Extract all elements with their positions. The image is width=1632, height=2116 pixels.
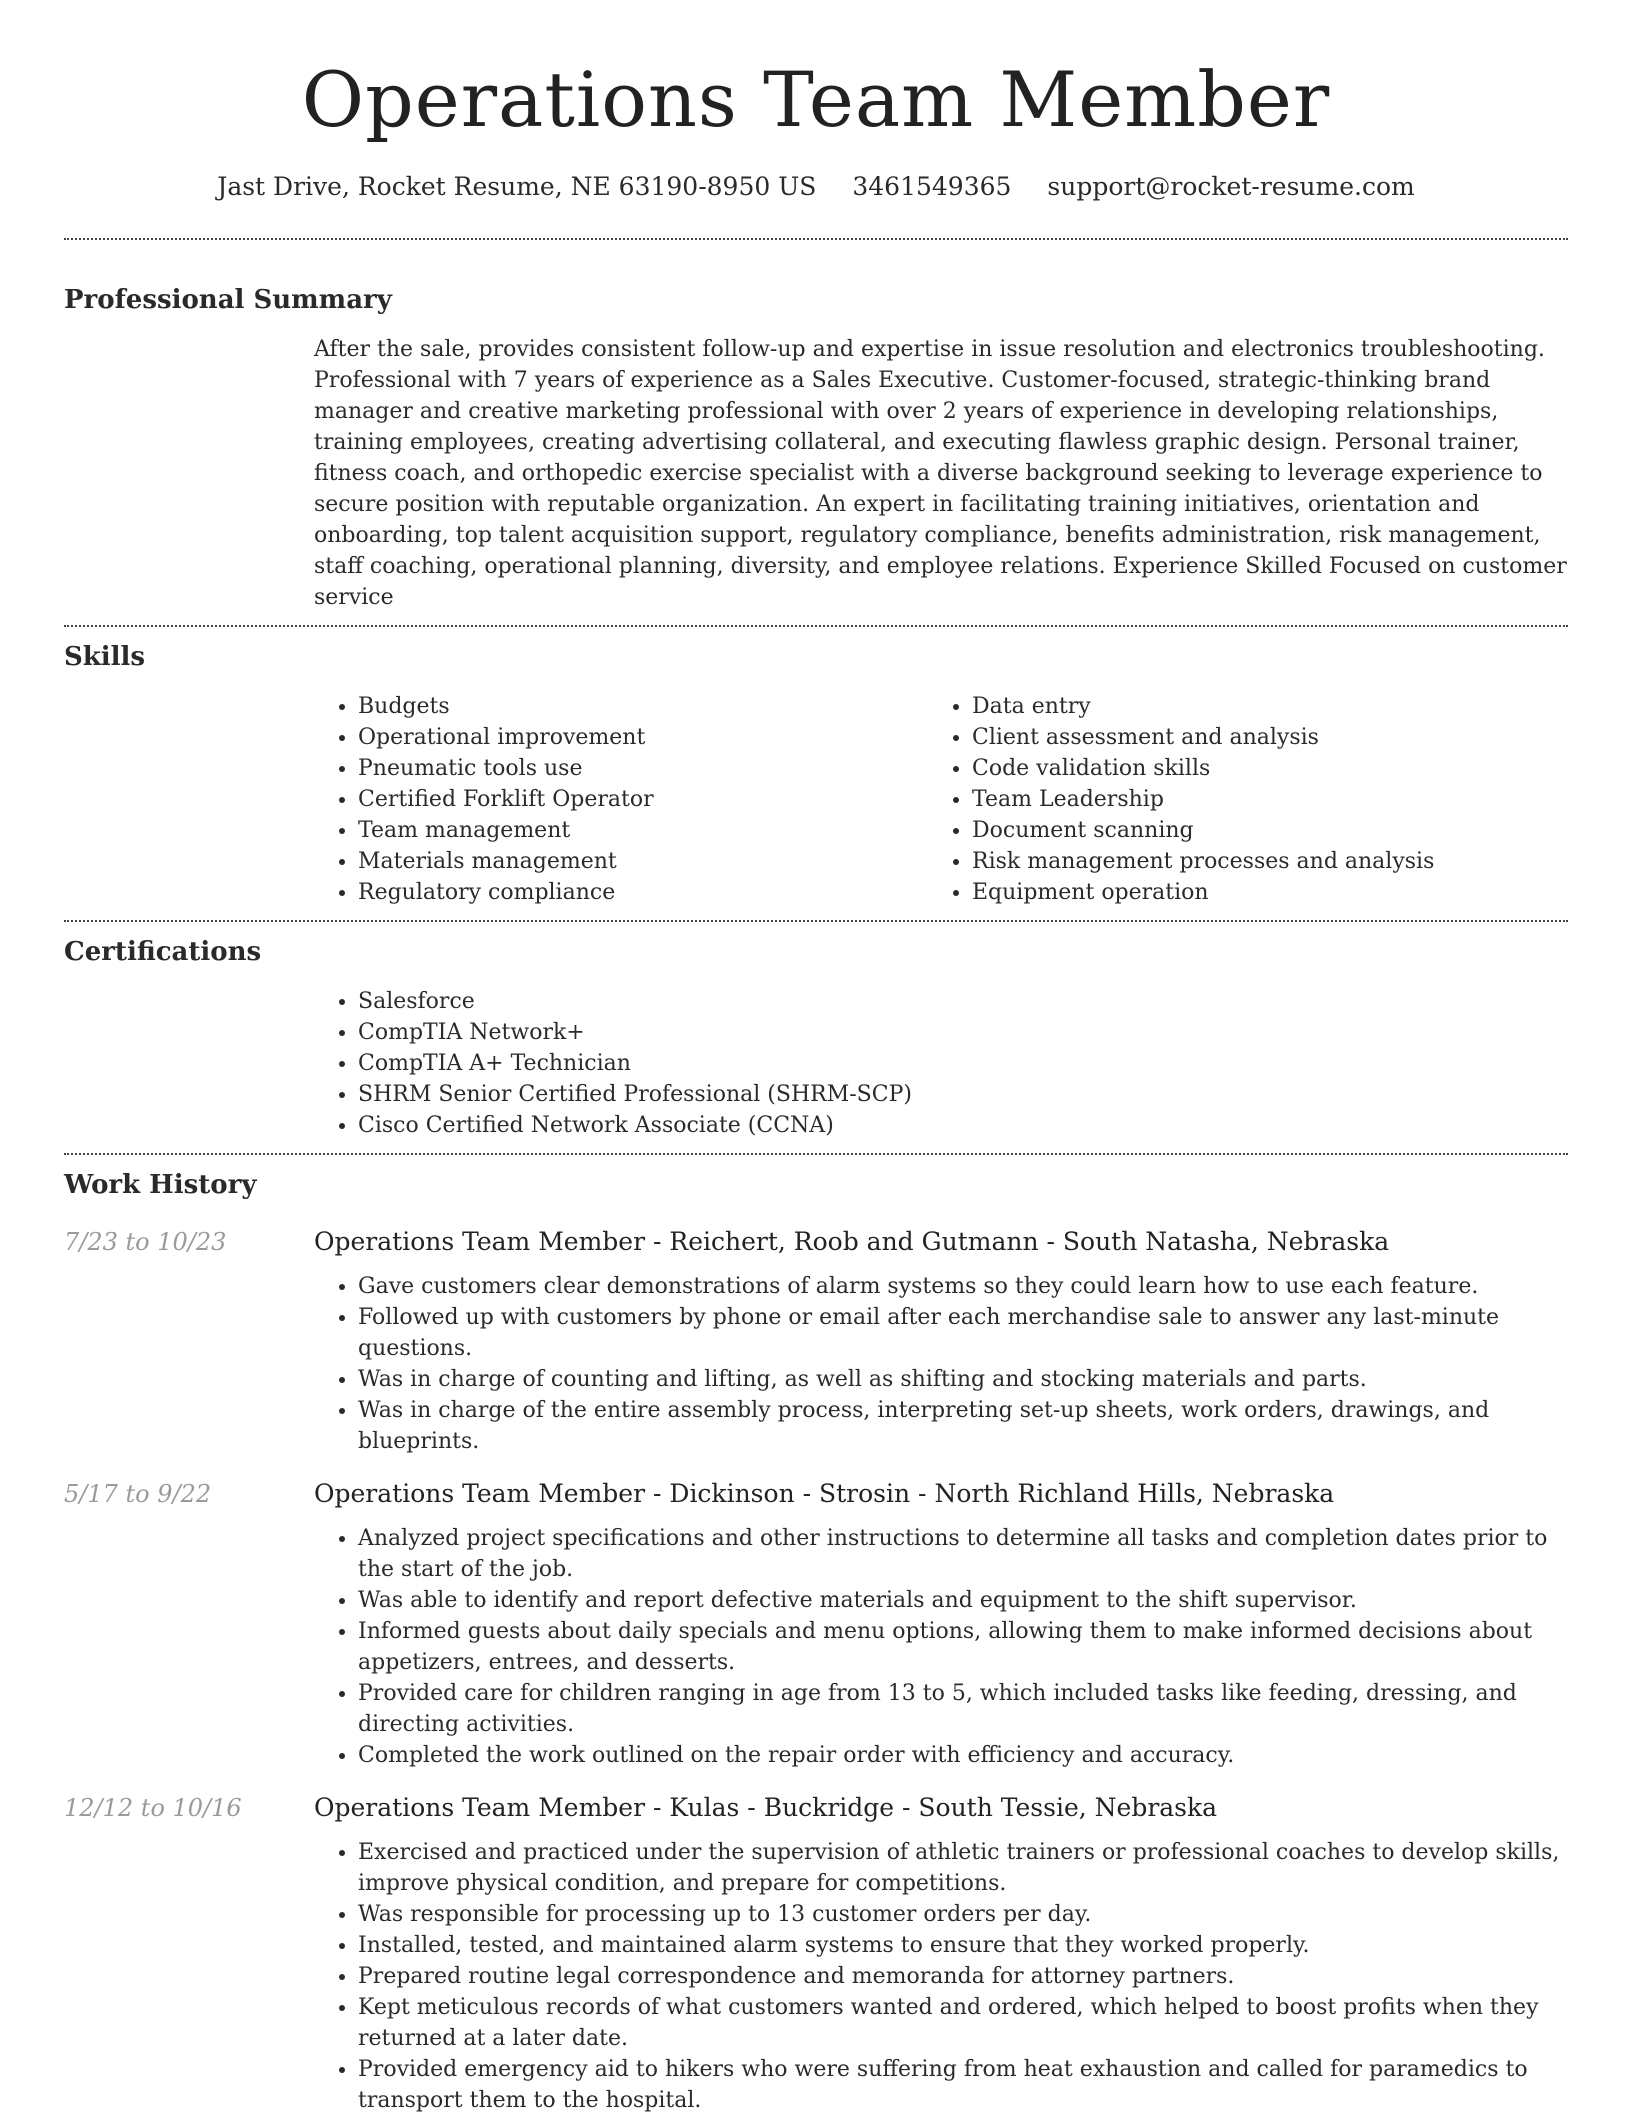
job-dates: 5/17 to 9/22 — [64, 1480, 212, 1508]
section-title-certifications: Certifications — [64, 937, 262, 967]
job-bullet: • Informed guests about daily specials and menu options, allowing them to make informed decisions about appetizers, entrees, and desserts. — [358, 1616, 1568, 1678]
resume-header — [64, 0, 1568, 204]
skills-section — [64, 639, 1568, 908]
job-bullet: • Analyzed project specifications and other instructions to determine all tasks and completion dates prior to the start of the job. — [358, 1523, 1568, 1585]
skill-item: • Risk management processes and analysis — [972, 846, 1542, 877]
job-title: Operations Team Member - Dickinson - Strosin - North Richland Hills, Nebraska — [314, 1479, 1335, 1508]
job-dates: 7/23 to 10/23 — [64, 1228, 227, 1256]
summary-text: After the sale, provides consistent follow-up and expertise in issue resolution and electronics troubleshooting. Professional with 7 years of experience as a Sales Executive. Customer-focused, strategic-thinking brand manager and creative marketing professional with over 2 years of experience in developing relationships, training employees, creating advertising collateral, and executing flawless graphic design. Personal trainer, fitness coach, and orthopedic exercise specialist with a diverse background seeking to leverage experience to secure position with reputable organization. An expert in facilitating training initiatives, orientation and onboarding, top talent acquisition support, regulatory compliance, benefits administration, risk management, staff coaching, operational planning, diversity, and employee relations. Experience Skilled Focused on customer service — [314, 337, 1567, 610]
skill-item: • Budgets — [358, 691, 928, 722]
section-title-skills: Skills — [64, 642, 146, 672]
skill-item: • Client assessment and analysis — [972, 722, 1542, 753]
job-bullet: • Installed, tested, and maintained alarm systems to ensure that they worked properly. — [358, 1930, 1568, 1961]
job-entry — [64, 1477, 1568, 1771]
contact-address: Jast Drive, Rocket Resume, NE 63190-8950 US — [217, 172, 817, 201]
certifications-list — [314, 986, 1568, 1141]
certification-item: • CompTIA A+ Technician — [358, 1048, 1568, 1079]
section-divider — [64, 625, 1568, 627]
job-bullet: • Was responsible for processing up to 13 customer orders per day. — [358, 1899, 1568, 1930]
skill-item: • Certified Forklift Operator — [358, 784, 928, 815]
skills-column-left — [314, 691, 928, 908]
skills-column-right — [928, 691, 1542, 908]
skill-item: • Pneumatic tools use — [358, 753, 928, 784]
work-history-section — [64, 1167, 1568, 2116]
job-bullet: • Was able to identify and report defective materials and equipment to the shift supervisor. — [358, 1585, 1568, 1616]
skill-item: • Regulatory compliance — [358, 877, 928, 908]
job-bullet: • Gave customers clear demonstrations of alarm systems so they could learn how to use each feature. — [358, 1271, 1568, 1302]
section-divider — [64, 238, 1568, 240]
job-bullet: • Completed the work outlined on the repair order with efficiency and accuracy. — [358, 1740, 1568, 1771]
job-bullet: • Followed up with customers by phone or email after each merchandise sale to answer any last-minute questions. — [358, 1302, 1568, 1364]
contact-email: support@rocket-resume.com — [1047, 172, 1415, 201]
section-divider — [64, 1153, 1568, 1155]
job-details — [314, 1791, 1568, 2116]
certification-item: • SHRM Senior Certified Professional (SHRM-SCP) — [358, 1079, 1568, 1110]
skill-item: • Operational improvement — [358, 722, 928, 753]
skill-item: • Team management — [358, 815, 928, 846]
section-divider — [64, 920, 1568, 922]
job-bullet: • Was in charge of counting and lifting, as well as shifting and stocking materials and parts. — [358, 1364, 1568, 1395]
job-title: Operations Team Member - Kulas - Buckridge - South Tessie, Nebraska — [314, 1793, 1218, 1822]
section-title-summary: Professional Summary — [64, 285, 392, 315]
job-title: Operations Team Member - Reichert, Roob and Gutmann - South Natasha, Nebraska — [314, 1227, 1390, 1256]
job-entry — [64, 1791, 1568, 2116]
job-bullet: • Was in charge of the entire assembly process, interpreting set-up sheets, work orders, drawings, and blueprints. — [358, 1395, 1568, 1457]
skill-item: • Code validation skills — [972, 753, 1542, 784]
contact-line — [64, 170, 1568, 204]
job-details — [314, 1477, 1568, 1771]
skill-item: • Team Leadership — [972, 784, 1542, 815]
skill-item: • Materials management — [358, 846, 928, 877]
job-dates: 12/12 to 10/16 — [64, 1794, 242, 1822]
certification-item: • Salesforce — [358, 986, 1568, 1017]
skill-item: • Document scanning — [972, 815, 1542, 846]
certification-item: • CompTIA Network+ — [358, 1017, 1568, 1048]
job-bullet: • Prepared routine legal correspondence and memoranda for attorney partners. — [358, 1961, 1568, 1992]
contact-phone: 3461549365 — [852, 172, 1012, 201]
section-title-work-history: Work History — [64, 1170, 257, 1200]
candidate-name: Operations Team Member — [301, 55, 1331, 144]
certification-item: • Cisco Certified Network Associate (CCNA) — [358, 1110, 1568, 1141]
certifications-section — [64, 934, 1568, 1141]
professional-summary-section — [64, 282, 1568, 613]
job-bullet: • Kept meticulous records of what customers wanted and ordered, which helped to boost profits when they returned at a later date. — [358, 1992, 1568, 2054]
job-bullet: • Exercised and practiced under the supervision of athletic trainers or professional coaches to develop skills, improve physical condition, and prepare for competitions. — [358, 1837, 1568, 1899]
job-entry — [64, 1225, 1568, 1457]
skill-item: • Data entry — [972, 691, 1542, 722]
job-bullet: • Provided emergency aid to hikers who were suffering from heat exhaustion and called for paramedics to transport them to the hospital. — [358, 2054, 1568, 2116]
job-details — [314, 1225, 1568, 1457]
skills-grid — [314, 691, 1568, 908]
skill-item: • Equipment operation — [972, 877, 1542, 908]
job-bullet: • Provided care for children ranging in age from 13 to 5, which included tasks like feeding, dressing, and directing activities. — [358, 1678, 1568, 1740]
